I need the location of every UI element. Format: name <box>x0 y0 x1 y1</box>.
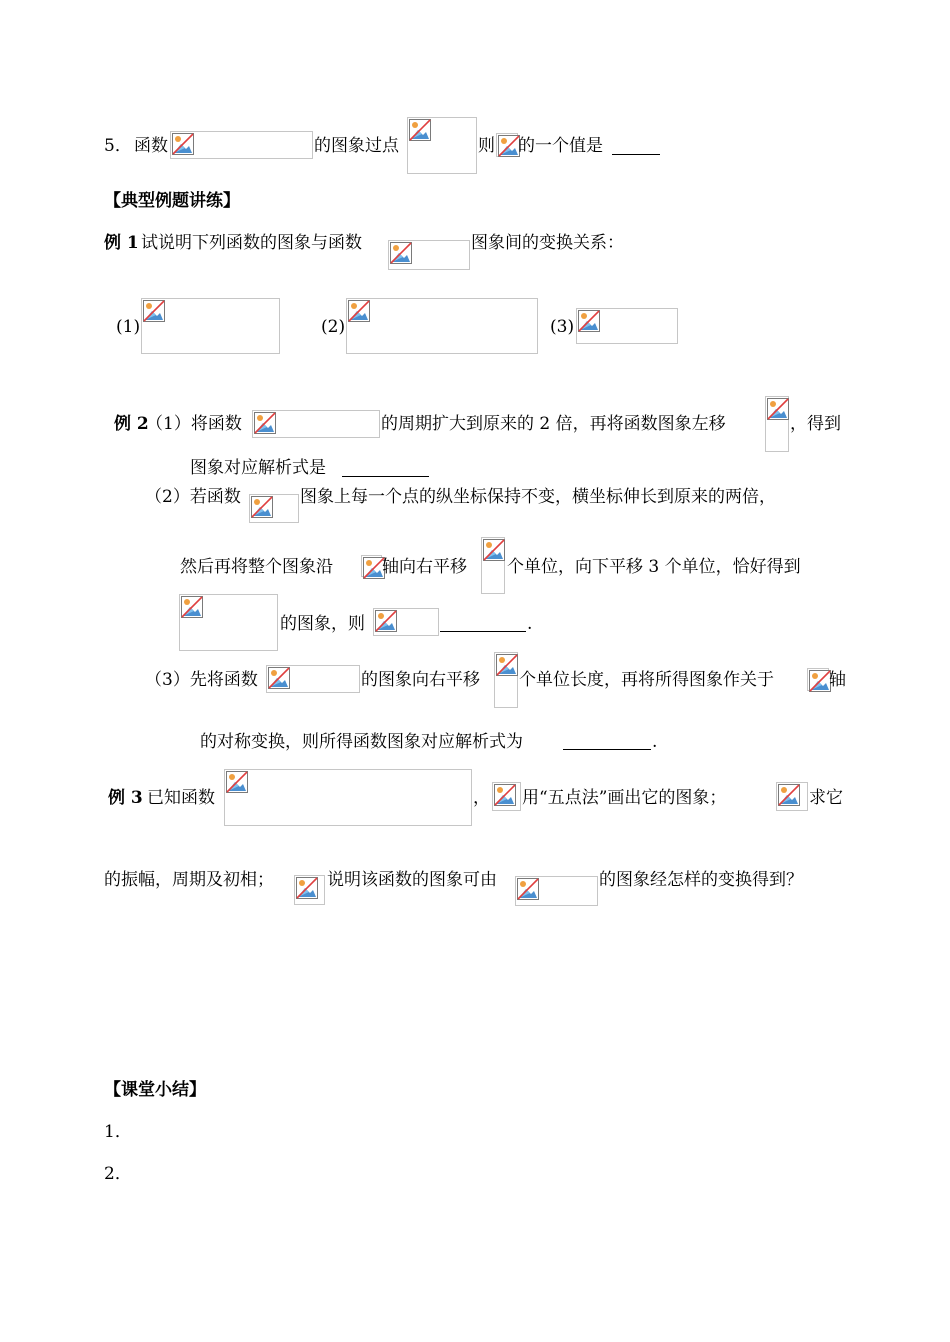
formula-image <box>776 782 808 811</box>
broken-image-icon <box>251 496 273 518</box>
broken-image-icon <box>517 878 539 900</box>
broken-image-icon <box>375 610 397 632</box>
formula-image <box>481 537 505 594</box>
problem5-text: 的图象过点 <box>314 136 399 156</box>
broken-image-icon <box>498 135 520 157</box>
formula-image <box>807 668 829 691</box>
broken-image-icon <box>268 667 290 689</box>
example3-text: 求它 <box>809 788 843 808</box>
example2-text: 个单位长度，再将所得图象作关于 <box>519 670 774 690</box>
broken-image-icon <box>296 877 318 899</box>
problem5-text: 函数 <box>134 136 168 156</box>
broken-image-icon <box>254 412 276 434</box>
formula-image <box>494 652 518 708</box>
example3-text: 的振幅，周期及初相； <box>104 870 274 890</box>
formula-image <box>496 133 518 157</box>
broken-image-icon <box>767 398 789 420</box>
broken-image-icon <box>390 242 412 264</box>
problem5-text: 则 <box>478 136 495 156</box>
example2-text: . <box>527 614 533 634</box>
example2-text: 图象对应解析式是 <box>190 458 326 478</box>
broken-image-icon <box>181 596 203 618</box>
example2-text: 图象上每一个点的纵坐标保持不变，横坐标伸长到原来的两倍， <box>300 487 776 507</box>
broken-image-icon <box>578 310 600 332</box>
formula-image <box>141 298 280 354</box>
answer-blank <box>612 154 660 155</box>
example2-text: 的周期扩大到原来的 2 倍，再将函数图象左移 <box>381 414 726 434</box>
example2-text: 轴向右平移 <box>382 557 467 577</box>
formula-image <box>170 131 313 159</box>
example2-text: （3）先将函数 <box>145 670 258 690</box>
example3-text: 已知函数 <box>147 788 215 808</box>
formula-image <box>765 396 789 452</box>
formula-image <box>179 594 278 651</box>
example3-text: 说明该函数的图象可由 <box>327 870 497 890</box>
example2-text: 的对称变换，则所得函数图象对应解析式为 <box>200 732 523 752</box>
example3-text: 的图象经怎样的变换得到？ <box>599 870 803 890</box>
formula-image <box>252 410 380 438</box>
section-title-examples: 【典型例题讲练】 <box>104 191 240 211</box>
example3-text: 用“五点法”画出它的图象； <box>522 788 727 808</box>
example2-text: 然后再将整个图象沿 <box>180 557 333 577</box>
example2-text: （1）将函数 <box>146 414 242 434</box>
formula-image <box>492 782 521 811</box>
example2-text: 个单位，向下平移 3 个单位，恰好得到 <box>507 557 801 577</box>
formula-image <box>249 494 299 523</box>
formula-image <box>388 240 470 270</box>
broken-image-icon <box>143 300 165 322</box>
formula-image <box>373 608 439 636</box>
example2-text: （2）若函数 <box>145 487 241 507</box>
broken-image-icon <box>496 654 518 676</box>
formula-image <box>266 665 360 693</box>
example1-item-label: (2) <box>321 317 346 337</box>
example2-text: 的图象向右平移 <box>361 670 480 690</box>
summary-item: 1． <box>104 1122 132 1142</box>
formula-image <box>224 769 472 826</box>
example2-text: 轴 <box>829 670 846 690</box>
formula-image <box>361 555 382 577</box>
answer-blank <box>440 631 526 632</box>
broken-image-icon <box>172 133 194 155</box>
summary-item: 2． <box>104 1164 132 1184</box>
broken-image-icon <box>778 784 800 806</box>
example1-text: 试说明下列函数的图象与函数 <box>141 233 362 253</box>
formula-image <box>576 308 678 344</box>
formula-image <box>515 876 598 906</box>
formula-image <box>294 875 325 905</box>
example2-label: 例 2 <box>114 414 149 434</box>
broken-image-icon <box>494 784 516 806</box>
problem5-number: 5． <box>104 136 132 156</box>
answer-blank <box>342 476 429 477</box>
broken-image-icon <box>483 539 505 561</box>
example3-label: 例 3 <box>108 788 143 808</box>
example2-text: ，得到 <box>790 414 841 434</box>
formula-image <box>407 117 477 174</box>
section-title-summary: 【课堂小结】 <box>104 1080 206 1100</box>
example1-text: 图象间的变换关系： <box>471 233 624 253</box>
broken-image-icon <box>409 119 431 141</box>
broken-image-icon <box>226 771 248 793</box>
answer-blank <box>563 749 651 750</box>
example1-item-label: (1) <box>116 317 141 337</box>
example2-text: 的图象，则 <box>280 614 365 634</box>
broken-image-icon <box>809 670 831 692</box>
formula-image <box>346 298 538 354</box>
example2-text: . <box>652 732 658 752</box>
example1-label: 例 1 <box>104 233 139 253</box>
example1-item-label: (3) <box>550 317 575 337</box>
broken-image-icon <box>348 300 370 322</box>
problem5-text: 的一个值是 <box>518 136 603 156</box>
example3-text: ， <box>473 788 490 808</box>
